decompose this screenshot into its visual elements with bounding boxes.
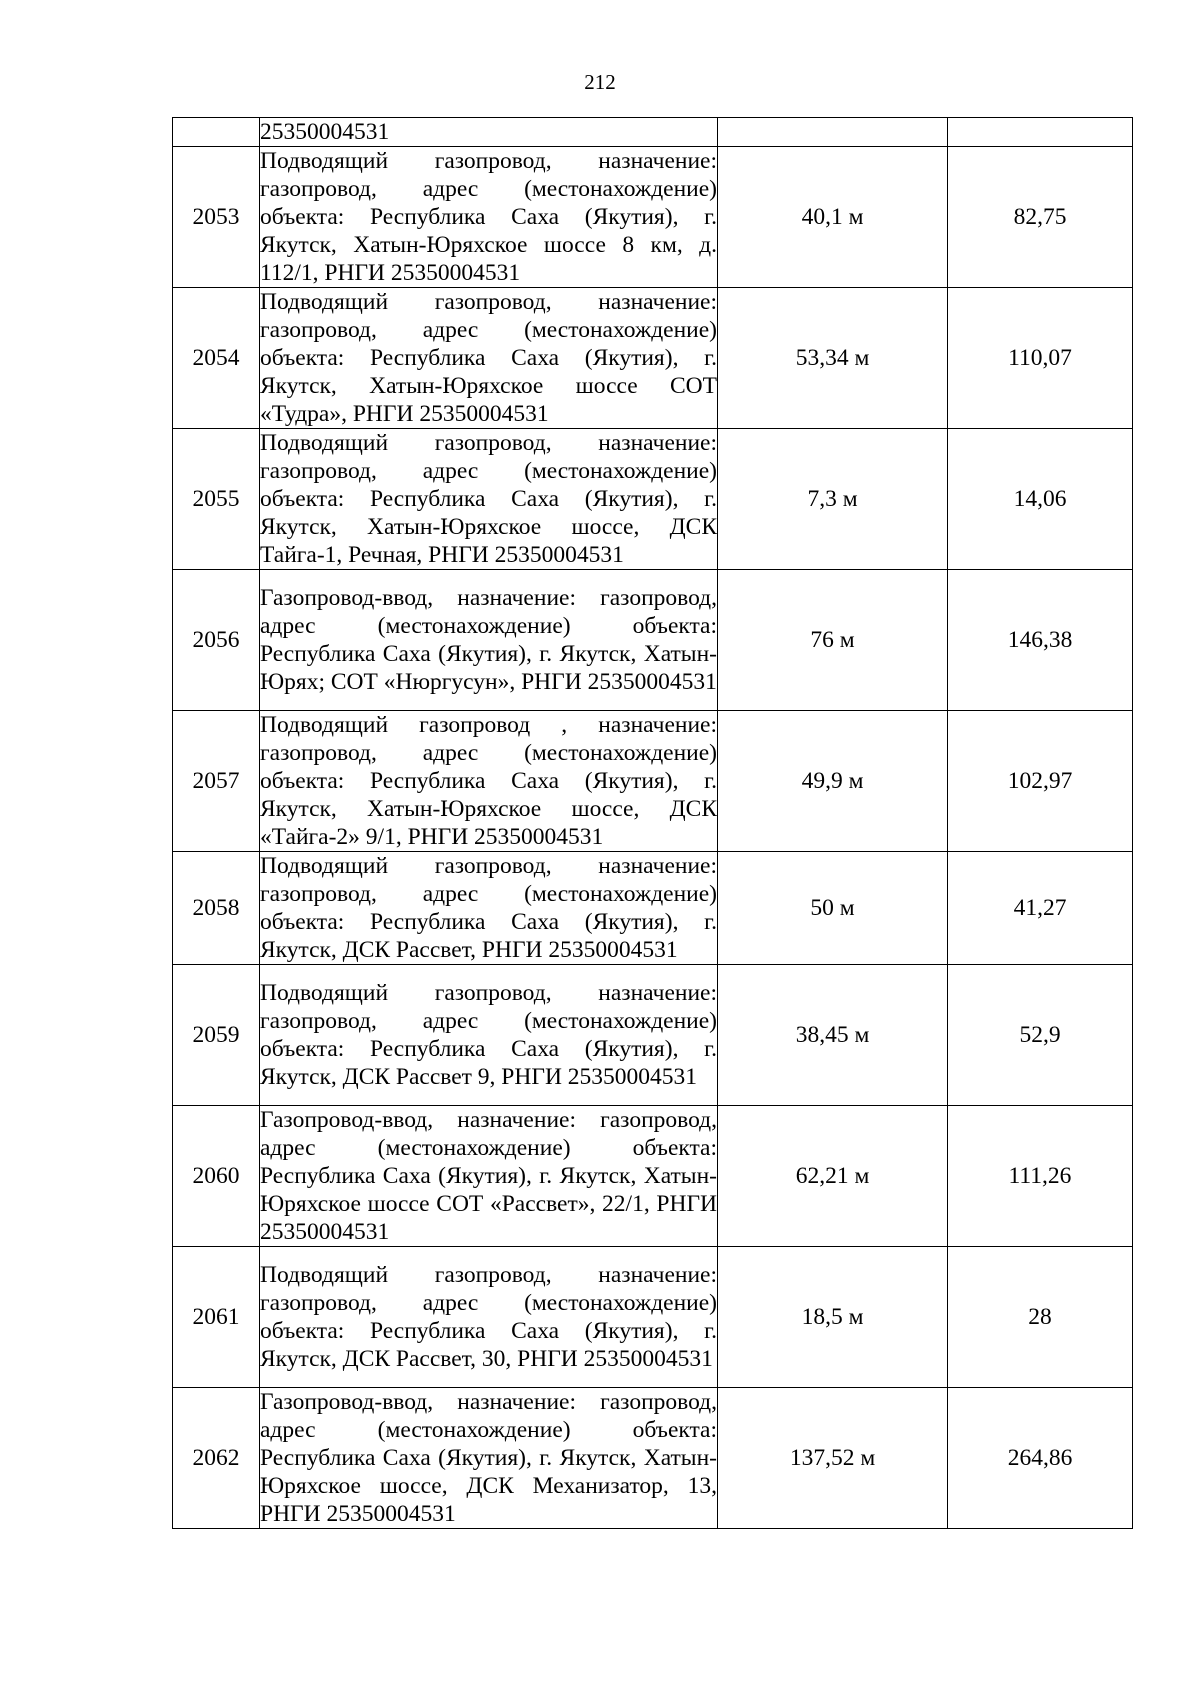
row-value-cell: 41,27 xyxy=(948,852,1133,965)
table-row xyxy=(173,1388,1133,1529)
row-description-cell: Подводящий газопровод, назначение: газопровод, адрес (местонахождение) объекта: Республика Саха (Якутия), г. Якутск, Хатын-Юряхское шоссе СОТ «Тудра», РНГИ 25350004531 xyxy=(260,289,717,427)
row-value-cell: 52,9 xyxy=(948,965,1133,1106)
row-value-cell: 146,38 xyxy=(948,570,1133,711)
row-length-cell: 76 м xyxy=(718,570,948,711)
row-value-cell: 110,07 xyxy=(948,288,1133,429)
row-length-cell: 18,5 м xyxy=(718,1247,948,1388)
row-length-cell: 137,52 м xyxy=(718,1388,948,1529)
table-row xyxy=(173,1106,1133,1247)
table-row xyxy=(173,570,1133,711)
row-value-cell: 14,06 xyxy=(948,429,1133,570)
row-description-cell: Газопровод-ввод, назначение: газопровод, адрес (местонахождение) объекта: Республика Саха (Якутия), г. Якутск, Хатын-Юряхское шоссе СОТ «Рассвет», 22/1, РНГИ 25350004531 xyxy=(260,1107,717,1245)
row-length-cell: 7,3 м xyxy=(718,429,948,570)
row-value-cell: 264,86 xyxy=(948,1388,1133,1529)
row-length-cell xyxy=(718,118,948,147)
table-row xyxy=(173,711,1133,852)
row-number-cell: 2054 xyxy=(173,288,260,429)
row-number-cell: 2057 xyxy=(173,711,260,852)
table-row xyxy=(173,288,1133,429)
table-row xyxy=(173,1247,1133,1388)
row-description-cell: Подводящий газопровод, назначение: газопровод, адрес (местонахождение) объекта: Республика Саха (Якутия), г. Якутск, Хатын-Юряхское шоссе 8 км, д. 112/1, РНГИ 25350004531 xyxy=(260,148,717,286)
row-number-cell: 2055 xyxy=(173,429,260,570)
row-value-cell xyxy=(948,118,1133,147)
row-number-cell: 2058 xyxy=(173,852,260,965)
registry-table xyxy=(172,117,1133,1529)
row-length-cell: 40,1 м xyxy=(718,147,948,288)
row-description-cell: Подводящий газопровод, назначение: газопровод, адрес (местонахождение) объекта: Республика Саха (Якутия), г. Якутск, Хатын-Юряхское шоссе, ДСК Тайга-1, Речная, РНГИ 25350004531 xyxy=(260,430,717,568)
row-number-cell: 2056 xyxy=(173,570,260,711)
row-number-cell: 2060 xyxy=(173,1106,260,1247)
table-row xyxy=(173,965,1133,1106)
row-length-cell: 50 м xyxy=(718,852,948,965)
row-value-cell: 102,97 xyxy=(948,711,1133,852)
row-description-cell: 25350004531 xyxy=(260,118,718,147)
row-description-cell: Газопровод-ввод, назначение: газопровод, адрес (местонахождение) объекта: Республика Саха (Якутия), г. Якутск, Хатын-Юряхское шоссе, ДСК Механизатор, 13, РНГИ 25350004531 xyxy=(260,1389,717,1527)
table-row-carryover xyxy=(173,118,1133,147)
row-description-cell: Подводящий газопровод, назначение: газопровод, адрес (местонахождение) объекта: Республика Саха (Якутия), г. Якутск, ДСК Рассвет, РНГИ 25350004531 xyxy=(260,853,717,963)
table-row xyxy=(173,429,1133,570)
row-value-cell: 28 xyxy=(948,1247,1133,1388)
row-number-cell: 2059 xyxy=(173,965,260,1106)
row-number-cell: 2062 xyxy=(173,1388,260,1529)
row-description-cell: Подводящий газопровод , назначение: газопровод, адрес (местонахождение) объекта: Республика Саха (Якутия), г. Якутск, Хатын-Юряхское шоссе, ДСК «Тайга-2» 9/1, РНГИ 25350004531 xyxy=(260,712,717,850)
row-length-cell: 62,21 м xyxy=(718,1106,948,1247)
row-length-cell: 49,9 м xyxy=(718,711,948,852)
row-number-cell: 2053 xyxy=(173,147,260,288)
row-description-cell: Подводящий газопровод, назначение: газопровод, адрес (местонахождение) объекта: Республика Саха (Якутия), г. Якутск, ДСК Рассвет 9, РНГИ 25350004531 xyxy=(260,965,718,1106)
row-value-cell: 82,75 xyxy=(948,147,1133,288)
page-number: 212 xyxy=(584,70,616,94)
row-number-cell xyxy=(173,118,260,147)
row-length-cell: 53,34 м xyxy=(718,288,948,429)
row-number-cell: 2061 xyxy=(173,1247,260,1388)
row-value-cell: 111,26 xyxy=(948,1106,1133,1247)
table-row xyxy=(173,147,1133,288)
table-row xyxy=(173,852,1133,965)
row-description-cell: Подводящий газопровод, назначение: газопровод, адрес (местонахождение) объекта: Республика Саха (Якутия), г. Якутск, ДСК Рассвет, 30, РНГИ 25350004531 xyxy=(260,1247,718,1388)
row-description-cell: Газопровод-ввод, назначение: газопровод, адрес (местонахождение) объекта: Республика Саха (Якутия), г. Якутск, Хатын-Юрях; СОТ «Нюргусун», РНГИ 25350004531 xyxy=(260,570,718,711)
row-length-cell: 38,45 м xyxy=(718,965,948,1106)
